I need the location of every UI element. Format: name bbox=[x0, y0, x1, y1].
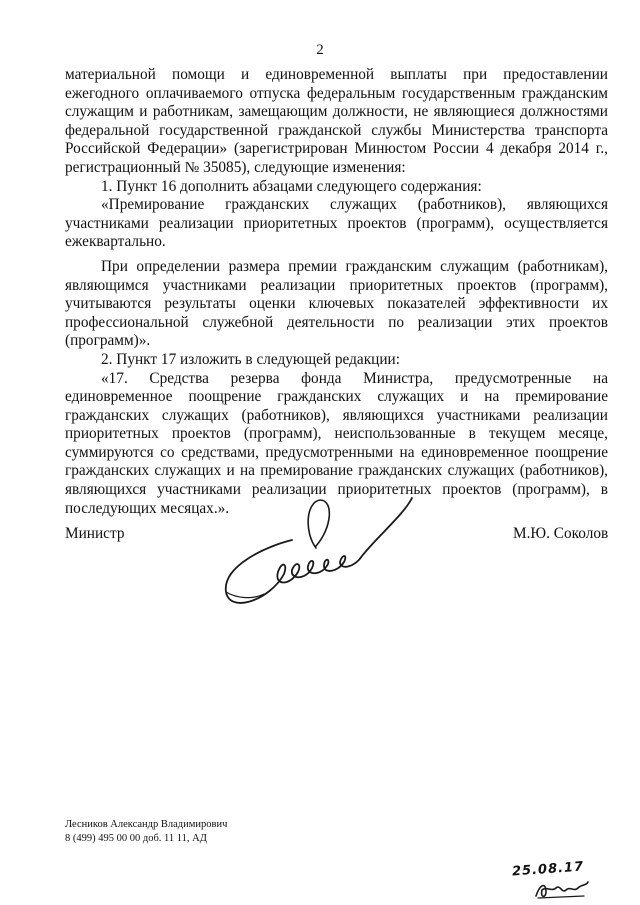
executor-name: Лесников Александр Владимирович bbox=[65, 819, 228, 830]
paragraph-item-2: 2. Пункт 17 изложить в следующей редакции: bbox=[101, 350, 400, 368]
executor-phone: 8 (499) 495 00 00 доб. 11 11, АД bbox=[65, 833, 207, 844]
page-number: 2 bbox=[316, 42, 324, 58]
handwritten-date: 25.08.17 bbox=[511, 859, 585, 880]
document-body bbox=[65, 66, 608, 518]
handwritten-mark bbox=[511, 859, 602, 902]
paragraph-intro: материальной помощи и единовременной выплаты при предоставлении ежегодного оплачиваемого отпуска федеральным государственным гражданским служащим и работникам, замещающим должности, не являющиеся должностями федеральной государственной гражданской службы Министерства транспорта Российской Федерации» (зарегистрирован Минюстом России 4 декабря 2014 г., регистрационный № 35085), следующие изменения: bbox=[65, 66, 608, 176]
paragraph-quote-2: При определении размера премии гражданским служащим (работникам), являющимся участниками реализации приоритетных проектов (программ), учитываются результаты оценки ключевых показателей эффективности их профессиональной служебной деятельности по реализации этих проектов (программ)». bbox=[65, 257, 608, 350]
paragraph-quote-1: «Премирование гражданских служащих (работников), являющихся участниками реализации приоритетных проектов (программ), осуществляется ежеквартально. bbox=[65, 196, 608, 251]
paragraph-item-1: 1. Пункт 16 дополнить абзацами следующего содержания: bbox=[101, 177, 482, 195]
paragraph-quote-3: «17. Средства резерва фонда Министра, предусмотренные на единовременное поощрение гражданских служащих и на премирование гражданских служащих (работников), являющихся участниками реализации приоритетных проектов (программ), неиспользованные в текущем месяце, суммируются со средствами, предусмотренными на единовременное поощрение гражданских служащих и на премирование гражданских служащих (работников), являющихся участниками реализации приоритетных проектов (программ), в последующих месяцах.». bbox=[65, 369, 608, 517]
handwritten-initials bbox=[532, 878, 592, 900]
signatory-name: М.Ю. Соколов bbox=[513, 525, 609, 542]
executor-info bbox=[65, 818, 227, 846]
signatory-position: Министр bbox=[65, 525, 125, 542]
handwritten-signature bbox=[212, 488, 432, 618]
